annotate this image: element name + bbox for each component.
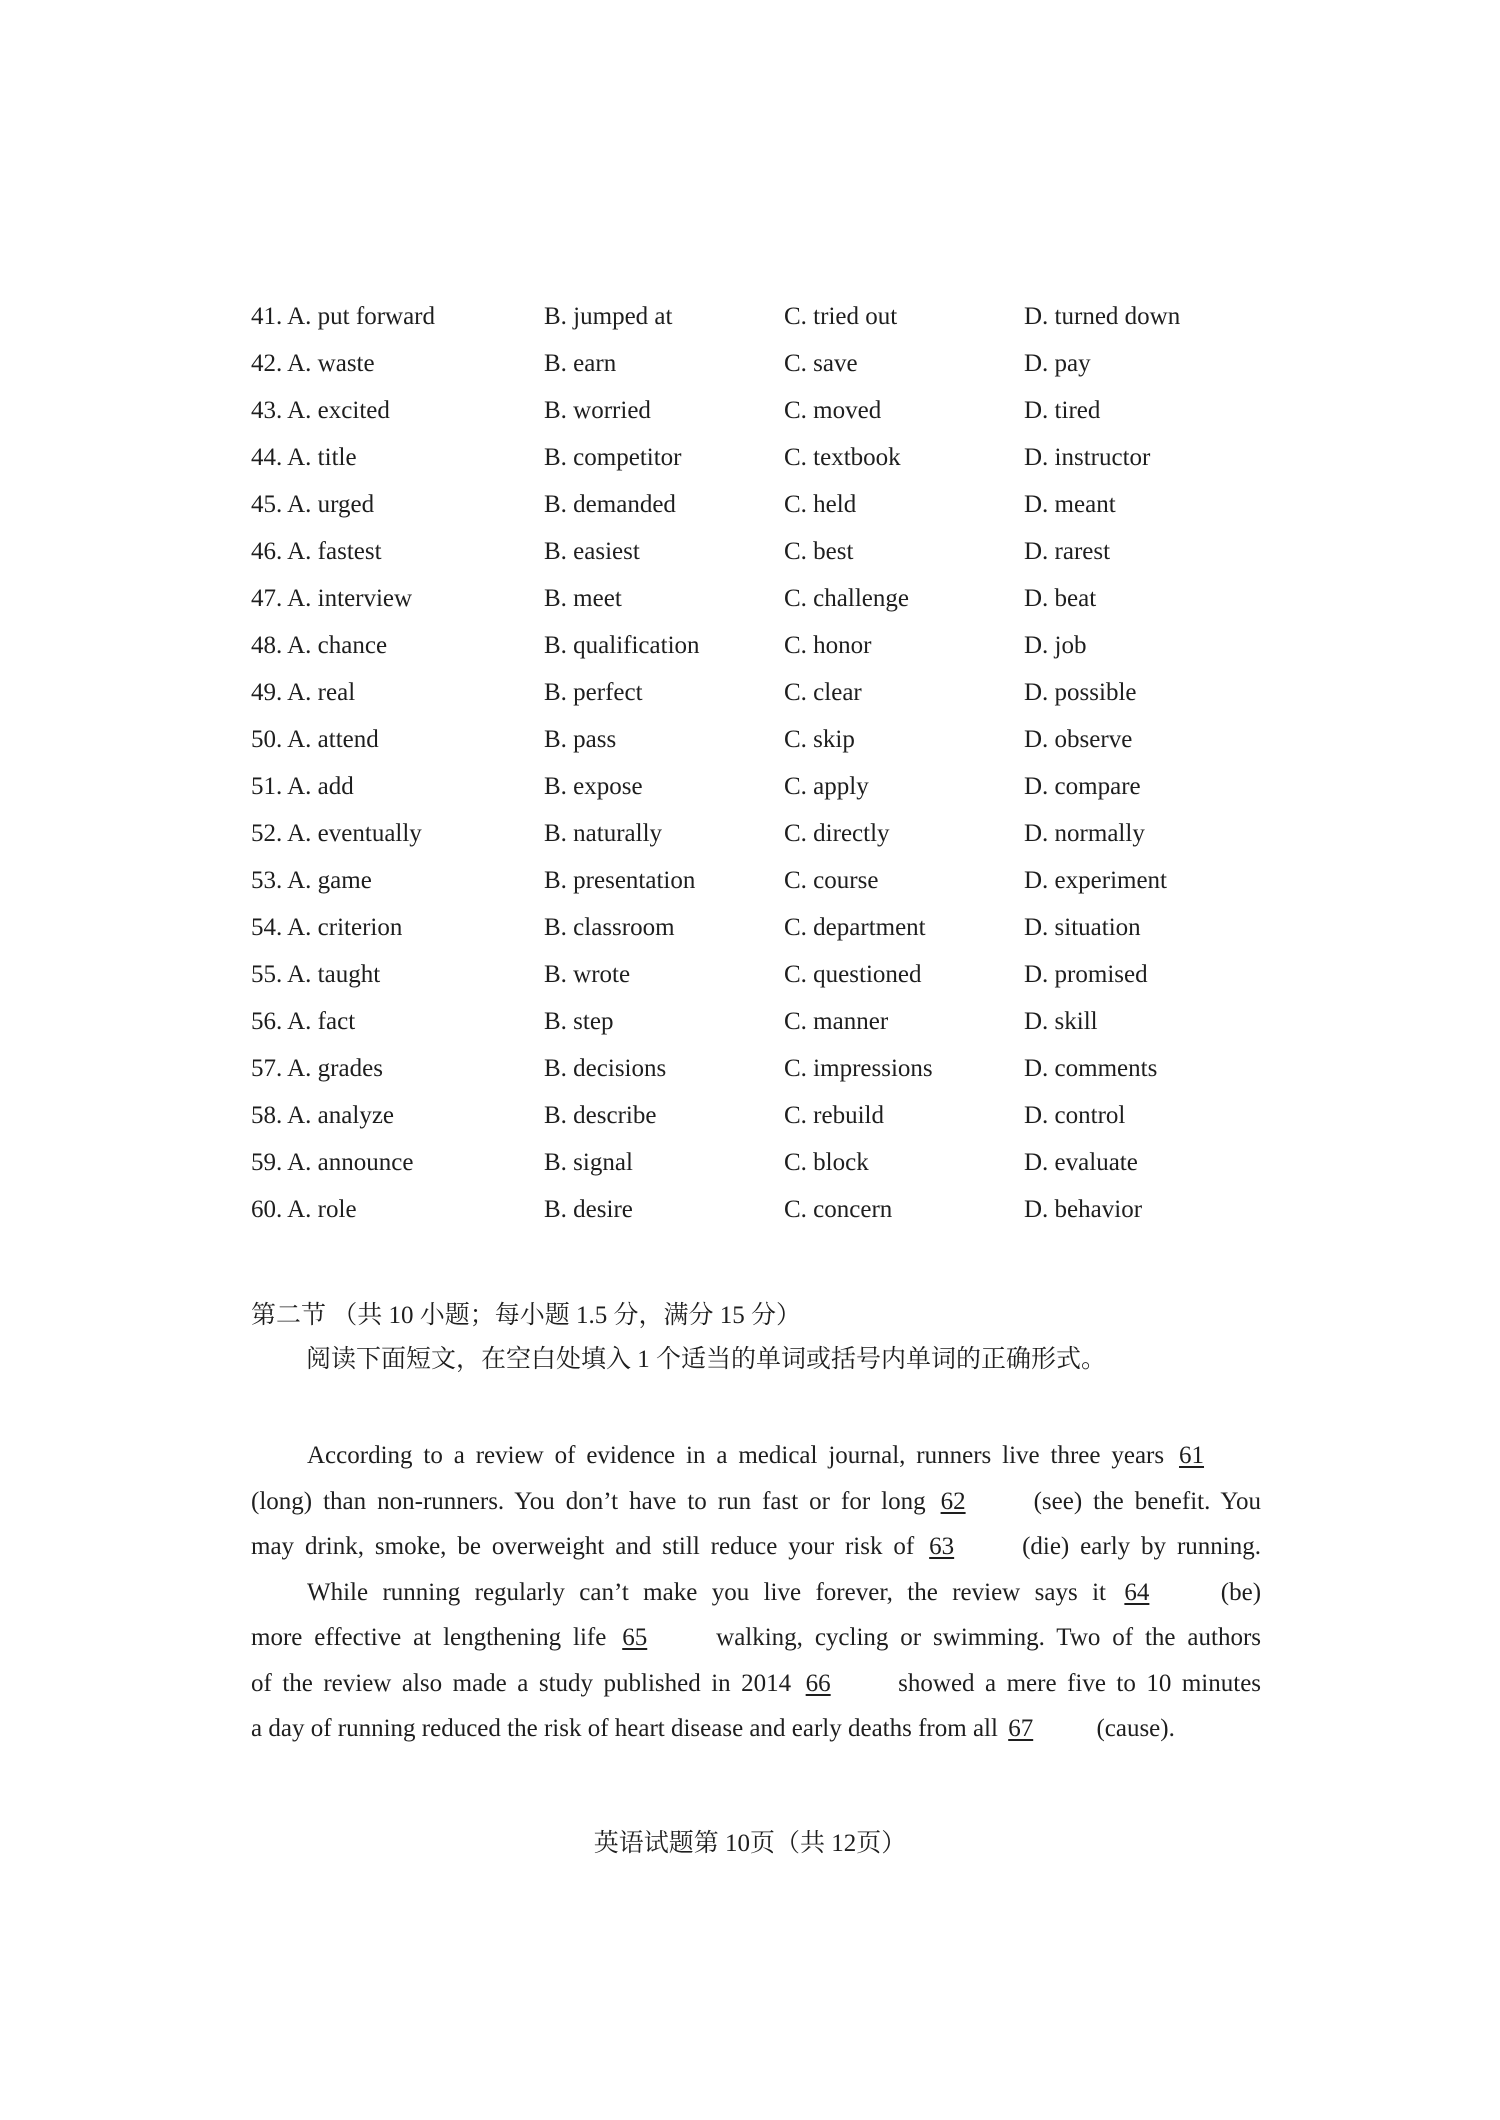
option-row — [251, 763, 1301, 810]
option-row — [251, 857, 1301, 904]
section-heading: 第二节 （共 10 小题；每小题 1.5 分，满分 15 分） — [251, 1302, 802, 1329]
option-c: C. save — [784, 350, 858, 377]
option-b: B. demanded — [544, 491, 676, 518]
option-b: B. naturally — [544, 820, 663, 847]
option-d: D. comments — [1024, 1055, 1158, 1082]
passage-text: (cause). — [1096, 1715, 1175, 1742]
option-b: B. expose — [544, 773, 643, 800]
option-b: B. worried — [544, 397, 651, 424]
option-c: C. clear — [784, 679, 862, 706]
passage-text: (die) early by running. — [1022, 1533, 1261, 1560]
blank-65: 65 — [622, 1624, 648, 1651]
option-row — [251, 481, 1301, 528]
option-row — [251, 716, 1301, 763]
blank-63: 63 — [929, 1533, 955, 1560]
option-c: C. directly — [784, 820, 890, 847]
option-a: 47. A. interview — [251, 585, 413, 612]
option-b: B. describe — [544, 1102, 657, 1129]
option-d: D. situation — [1024, 914, 1141, 941]
passage-line — [251, 1479, 1261, 1525]
option-b: B. decisions — [544, 1055, 667, 1082]
option-row — [251, 622, 1301, 669]
blank-62: 62 — [940, 1487, 966, 1515]
blank-67: 67 — [1008, 1715, 1034, 1742]
passage-line — [251, 1661, 1261, 1707]
option-row — [251, 951, 1301, 998]
option-a: 49. A. real — [251, 679, 356, 706]
passage-line — [251, 1524, 1261, 1570]
option-c: C. tried out — [784, 303, 898, 330]
option-c: C. questioned — [784, 961, 922, 988]
option-d: D. beat — [1024, 585, 1097, 612]
blank-64: 64 — [1124, 1578, 1150, 1606]
option-a: 45. A. urged — [251, 491, 375, 518]
option-d: D. tired — [1024, 397, 1101, 424]
passage-text: (be) — [1220, 1578, 1262, 1606]
option-c: C. department — [784, 914, 926, 941]
option-d: D. turned down — [1024, 303, 1181, 330]
option-d: D. meant — [1024, 491, 1116, 518]
option-b: B. wrote — [544, 961, 631, 988]
option-c: C. course — [784, 867, 879, 894]
blank-61: 61 — [1179, 1442, 1205, 1469]
option-c: C. challenge — [784, 585, 909, 612]
option-row — [251, 387, 1301, 434]
passage-text: walking, cycling or swimming. Two of the authors — [716, 1624, 1262, 1651]
option-a: 46. A. fastest — [251, 538, 382, 565]
option-b: B. competitor — [544, 444, 682, 471]
option-row — [251, 434, 1301, 481]
option-c: C. best — [784, 538, 854, 565]
option-d: D. job — [1024, 632, 1087, 659]
option-b: B. signal — [544, 1149, 633, 1176]
option-a: 48. A. chance — [251, 632, 388, 659]
passage-text: showed a mere five to 10 minutes — [898, 1669, 1262, 1697]
option-d: D. control — [1024, 1102, 1126, 1129]
option-d: D. experiment — [1024, 867, 1168, 894]
option-a: 53. A. game — [251, 867, 372, 894]
option-c: C. manner — [784, 1008, 889, 1035]
option-c: C. block — [784, 1149, 869, 1176]
option-row — [251, 810, 1301, 857]
passage-text: While running regularly can’t make you live forever, the review says it — [307, 1578, 1106, 1606]
passage-text: According to a review of evidence in a medical journal, runners live three years — [307, 1442, 1165, 1469]
option-b: B. earn — [544, 350, 617, 377]
option-c: C. apply — [784, 773, 869, 800]
option-d: D. evaluate — [1024, 1149, 1138, 1176]
option-c: C. honor — [784, 632, 872, 659]
option-b: B. perfect — [544, 679, 643, 706]
option-a: 43. A. excited — [251, 397, 390, 424]
option-row — [251, 1139, 1301, 1186]
option-d: D. skill — [1024, 1008, 1098, 1035]
option-b: B. qualification — [544, 632, 700, 659]
page-footer: 英语试题第 10页（共 12页） — [593, 1830, 907, 1857]
passage-line — [251, 1433, 1261, 1479]
passage-line — [251, 1706, 1261, 1752]
section-instruction: 阅读下面短文，在空白处填入 1 个适当的单词或括号内单词的正确形式。 — [306, 1346, 1107, 1373]
passage-line — [251, 1570, 1261, 1616]
option-b: B. presentation — [544, 867, 696, 894]
passage-text: (long) than non-runners. You don’t have to run fast or for long — [251, 1487, 926, 1515]
option-a: 51. A. add — [251, 773, 354, 800]
option-row — [251, 1092, 1301, 1139]
passage-text: a day of running reduced the risk of heart disease and early deaths from all — [251, 1715, 998, 1742]
option-d: D. pay — [1024, 350, 1091, 377]
option-c: C. moved — [784, 397, 882, 424]
option-row — [251, 340, 1301, 387]
passage-text: more effective at lengthening life — [251, 1624, 607, 1651]
option-b: B. classroom — [544, 914, 675, 941]
option-b: B. easiest — [544, 538, 640, 565]
passage-text: may drink, smoke, be overweight and still reduce your risk of — [251, 1533, 915, 1560]
options-table — [251, 293, 1301, 1233]
option-b: B. step — [544, 1008, 614, 1035]
option-b: B. meet — [544, 585, 622, 612]
option-d: D. rarest — [1024, 538, 1111, 565]
option-a: 58. A. analyze — [251, 1102, 395, 1129]
option-row — [251, 575, 1301, 622]
option-d: D. behavior — [1024, 1196, 1143, 1223]
option-b: B. jumped at — [544, 303, 673, 330]
passage-text: (see) the benefit. You — [1033, 1487, 1261, 1515]
option-a: 42. A. waste — [251, 350, 375, 377]
option-a: 56. A. fact — [251, 1008, 356, 1035]
option-d: D. possible — [1024, 679, 1137, 706]
option-c: C. impressions — [784, 1055, 933, 1082]
option-a: 52. A. eventually — [251, 820, 422, 847]
option-a: 55. A. taught — [251, 961, 381, 988]
option-c: C. held — [784, 491, 857, 518]
option-c: C. textbook — [784, 444, 901, 471]
option-a: 57. A. grades — [251, 1055, 383, 1082]
passage-text: of the review also made a study published in 2014 — [251, 1669, 792, 1697]
option-c: C. rebuild — [784, 1102, 884, 1129]
option-a: 54. A. criterion — [251, 914, 403, 941]
option-b: B. desire — [544, 1196, 633, 1223]
option-row — [251, 904, 1301, 951]
option-c: C. concern — [784, 1196, 893, 1223]
option-d: D. observe — [1024, 726, 1133, 753]
option-d: D. normally — [1024, 820, 1145, 847]
option-row — [251, 1186, 1301, 1233]
option-a: 41. A. put forward — [251, 303, 435, 330]
option-d: D. compare — [1024, 773, 1141, 800]
option-d: D. instructor — [1024, 444, 1151, 471]
passage — [251, 1433, 1261, 1752]
option-a: 60. A. role — [251, 1196, 357, 1223]
passage-line — [251, 1615, 1261, 1661]
option-c: C. skip — [784, 726, 855, 753]
option-row — [251, 1045, 1301, 1092]
option-a: 59. A. announce — [251, 1149, 414, 1176]
option-row — [251, 293, 1301, 340]
option-d: D. promised — [1024, 961, 1148, 988]
option-row — [251, 669, 1301, 716]
option-b: B. pass — [544, 726, 617, 753]
blank-66: 66 — [805, 1669, 831, 1697]
option-row — [251, 998, 1301, 1045]
option-a: 44. A. title — [251, 444, 357, 471]
option-row — [251, 528, 1301, 575]
option-a: 50. A. attend — [251, 726, 379, 753]
